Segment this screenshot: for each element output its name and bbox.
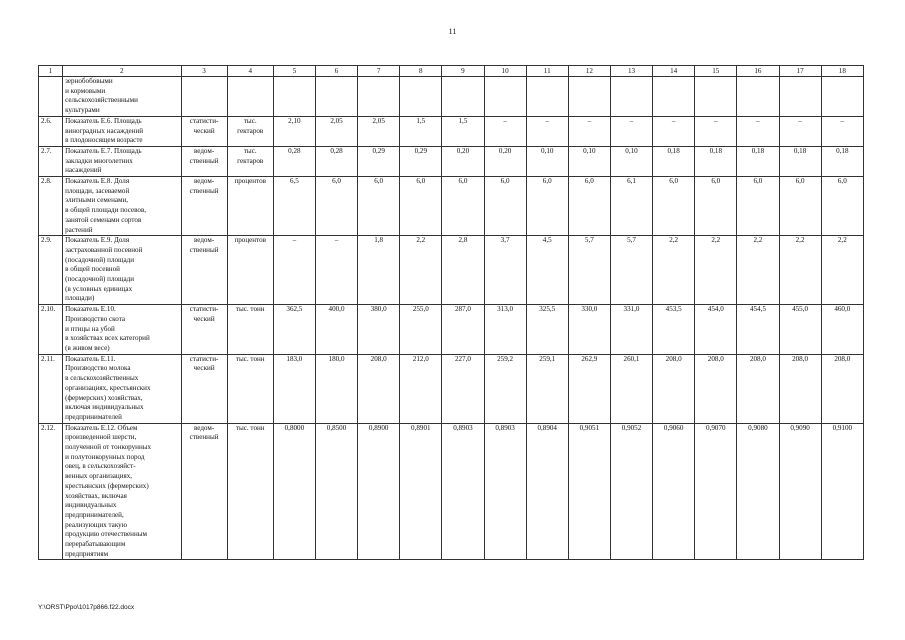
value-cell: 208,0 xyxy=(821,354,863,423)
value-cell: 212,0 xyxy=(400,354,442,423)
source-cell xyxy=(181,305,227,355)
header-cell: 12 xyxy=(568,66,610,77)
header-cell: 6 xyxy=(315,66,357,77)
value-cell: 0,10 xyxy=(610,146,652,176)
value-cell: 0,9070 xyxy=(695,423,737,560)
unit-cell xyxy=(227,236,273,305)
table-row xyxy=(39,77,864,117)
value-cell: 5,7 xyxy=(568,236,610,305)
value-cell: 0,10 xyxy=(526,146,568,176)
unit-cell xyxy=(227,423,273,560)
value-cell: 0,9090 xyxy=(779,423,821,560)
value-cell xyxy=(695,77,737,117)
value-cell: 0,18 xyxy=(653,146,695,176)
value-cell xyxy=(315,77,357,117)
unit-cell-text: тыс. гектаров xyxy=(237,116,264,135)
source-cell xyxy=(181,177,227,236)
unit-cell-text: тыс. тонн xyxy=(235,305,265,314)
unit-cell-text: тыс. гектаров xyxy=(237,146,264,165)
indicator-name-cell xyxy=(63,177,181,236)
source-cell-text: ведом- ственный xyxy=(189,236,219,254)
table-header-row xyxy=(39,66,864,77)
value-cell: – xyxy=(273,236,315,305)
row-number-cell: 2.9. xyxy=(39,236,63,305)
value-cell: 453,5 xyxy=(653,305,695,355)
value-cell: 180,0 xyxy=(315,354,357,423)
value-cell: 460,0 xyxy=(821,305,863,355)
value-cell: 0,9100 xyxy=(821,423,863,560)
header-cell: 2 xyxy=(63,66,181,77)
value-cell: – xyxy=(695,116,737,146)
value-cell: 380,0 xyxy=(358,305,400,355)
indicators-table xyxy=(38,65,864,560)
value-cell: 2,2 xyxy=(779,236,821,305)
source-cell-text: ведом- ственный xyxy=(189,146,219,165)
value-cell: – xyxy=(737,116,779,146)
value-cell: 0,18 xyxy=(821,146,863,176)
value-cell xyxy=(737,77,779,117)
value-cell: 6,0 xyxy=(821,177,863,236)
header-cell: 1 xyxy=(39,66,63,77)
header-cell: 13 xyxy=(610,66,652,77)
value-cell xyxy=(779,77,821,117)
header-cell: 14 xyxy=(653,66,695,77)
value-cell: 208,0 xyxy=(358,354,400,423)
unit-cell xyxy=(227,177,273,236)
value-cell: – xyxy=(779,116,821,146)
source-cell xyxy=(181,146,227,176)
value-cell: 3,7 xyxy=(484,236,526,305)
value-cell: 208,0 xyxy=(653,354,695,423)
source-cell-text: ведом- ственный xyxy=(189,423,219,442)
value-cell: 6,0 xyxy=(484,177,526,236)
indicator-name-cell-text: Показатель Е.9. Доля застрахованной посевной (посадочной) площади в общей посевной (посадочной) площади (в условных единицах площади) xyxy=(65,236,143,303)
value-cell: 454,5 xyxy=(737,305,779,355)
source-cell xyxy=(181,116,227,146)
header-cell: 5 xyxy=(273,66,315,77)
indicator-name-cell-text: зернобобовыми и кормовыми сельскохозяйственными культурами xyxy=(65,77,138,115)
value-cell: – xyxy=(568,116,610,146)
value-cell: 313,0 xyxy=(484,305,526,355)
table-row xyxy=(39,177,864,236)
value-cell xyxy=(610,77,652,117)
source-cell xyxy=(181,77,227,117)
value-cell: 227,0 xyxy=(442,354,484,423)
source-cell xyxy=(181,354,227,423)
indicator-name-cell xyxy=(63,116,181,146)
value-cell: 2,05 xyxy=(315,116,357,146)
value-cell: – xyxy=(653,116,695,146)
value-cell: 2,05 xyxy=(358,116,400,146)
indicator-name-cell-text: Показатель Е.10. Производство скота и птицы на убой в хозяйствах всех категорий (в живом весе) xyxy=(65,305,150,352)
value-cell: 2,2 xyxy=(653,236,695,305)
value-cell xyxy=(821,77,863,117)
value-cell: 0,18 xyxy=(779,146,821,176)
value-cell: 0,9080 xyxy=(737,423,779,560)
value-cell: 183,0 xyxy=(273,354,315,423)
header-cell: 10 xyxy=(484,66,526,77)
source-cell xyxy=(181,236,227,305)
value-cell: – xyxy=(821,116,863,146)
table-row xyxy=(39,354,864,423)
value-cell xyxy=(400,77,442,117)
value-cell: 1,5 xyxy=(442,116,484,146)
value-cell: 0,8000 xyxy=(273,423,315,560)
value-cell xyxy=(653,77,695,117)
header-cell: 17 xyxy=(779,66,821,77)
value-cell xyxy=(442,77,484,117)
indicator-name-cell xyxy=(63,146,181,176)
value-cell: 6,0 xyxy=(568,177,610,236)
value-cell: – xyxy=(315,236,357,305)
unit-cell-text: процентов xyxy=(234,236,266,245)
row-number-cell: 2.7. xyxy=(39,146,63,176)
value-cell: 0,9051 xyxy=(568,423,610,560)
value-cell xyxy=(568,77,610,117)
indicator-name-cell-text: Показатель Е.6. Площадь виноградных насаждений в плодоносящем возрасте xyxy=(65,116,144,145)
value-cell xyxy=(484,77,526,117)
header-cell: 18 xyxy=(821,66,863,77)
value-cell: 259,1 xyxy=(526,354,568,423)
value-cell xyxy=(273,77,315,117)
value-cell: 2,2 xyxy=(695,236,737,305)
value-cell: 255,0 xyxy=(400,305,442,355)
value-cell: 6,5 xyxy=(273,177,315,236)
value-cell: 330,0 xyxy=(568,305,610,355)
value-cell: 6,1 xyxy=(610,177,652,236)
value-cell: 0,29 xyxy=(358,146,400,176)
source-cell-text: статисти- ческий xyxy=(189,305,219,323)
value-cell: 208,0 xyxy=(779,354,821,423)
value-cell: 0,28 xyxy=(273,146,315,176)
value-cell: 455,0 xyxy=(779,305,821,355)
indicator-name-cell xyxy=(63,305,181,355)
value-cell: 208,0 xyxy=(737,354,779,423)
value-cell: 6,0 xyxy=(400,177,442,236)
unit-cell xyxy=(227,354,273,423)
value-cell: 0,8900 xyxy=(358,423,400,560)
value-cell: 0,9052 xyxy=(610,423,652,560)
value-cell xyxy=(526,77,568,117)
value-cell: 1,8 xyxy=(358,236,400,305)
header-cell: 9 xyxy=(442,66,484,77)
source-cell-text: статисти- ческий xyxy=(189,354,219,373)
header-cell: 8 xyxy=(400,66,442,77)
indicator-name-cell-text: Показатель Е.7. Площадь закладки многолетних насаждений xyxy=(65,146,142,175)
unit-cell-text: тыс. тонн xyxy=(235,423,265,432)
row-number-cell: 2.11. xyxy=(39,354,63,423)
indicator-name-cell xyxy=(63,423,181,560)
header-cell: 11 xyxy=(526,66,568,77)
value-cell: 6,0 xyxy=(695,177,737,236)
value-cell: – xyxy=(484,116,526,146)
header-cell: 7 xyxy=(358,66,400,77)
value-cell: 325,5 xyxy=(526,305,568,355)
unit-cell xyxy=(227,77,273,117)
value-cell: 400,0 xyxy=(315,305,357,355)
unit-cell xyxy=(227,305,273,355)
value-cell: 454,0 xyxy=(695,305,737,355)
header-cell: 3 xyxy=(181,66,227,77)
indicator-name-cell-text: Показатель Е.8. Доля площади, засеваемой элитными семенами, в общей площади посевов, занятой семенами сортов растений xyxy=(65,177,147,234)
value-cell: 0,28 xyxy=(315,146,357,176)
value-cell: – xyxy=(526,116,568,146)
row-number-cell: 2.8. xyxy=(39,177,63,236)
value-cell: 0,10 xyxy=(568,146,610,176)
value-cell: 0,8500 xyxy=(315,423,357,560)
value-cell: 0,29 xyxy=(400,146,442,176)
table-row xyxy=(39,423,864,560)
unit-cell-text: тыс. тонн xyxy=(235,354,265,363)
unit-cell-text: процентов xyxy=(234,177,266,186)
table-row xyxy=(39,146,864,176)
row-number-cell: 2.6. xyxy=(39,116,63,146)
value-cell: 6,0 xyxy=(526,177,568,236)
value-cell: 2,2 xyxy=(400,236,442,305)
indicator-name-cell xyxy=(63,354,181,423)
indicator-name-cell xyxy=(63,236,181,305)
value-cell: 2,8 xyxy=(442,236,484,305)
unit-cell xyxy=(227,116,273,146)
value-cell: 0,20 xyxy=(442,146,484,176)
value-cell: 2,2 xyxy=(821,236,863,305)
source-cell xyxy=(181,423,227,560)
value-cell: 0,8903 xyxy=(484,423,526,560)
table-row xyxy=(39,236,864,305)
value-cell: 6,0 xyxy=(358,177,400,236)
value-cell: 0,8903 xyxy=(442,423,484,560)
value-cell: 262,9 xyxy=(568,354,610,423)
value-cell: 4,5 xyxy=(526,236,568,305)
header-cell: 4 xyxy=(227,66,273,77)
value-cell: 0,18 xyxy=(695,146,737,176)
value-cell: 6,0 xyxy=(442,177,484,236)
table-body xyxy=(39,66,864,560)
value-cell: 0,18 xyxy=(737,146,779,176)
indicator-name-cell xyxy=(63,77,181,117)
table-row xyxy=(39,116,864,146)
header-cell: 16 xyxy=(737,66,779,77)
value-cell: 6,0 xyxy=(653,177,695,236)
source-cell-text: ведом- ственный xyxy=(189,177,219,195)
value-cell: 331,0 xyxy=(610,305,652,355)
value-cell: 6,0 xyxy=(737,177,779,236)
value-cell: 0,20 xyxy=(484,146,526,176)
value-cell: 0,9060 xyxy=(653,423,695,560)
value-cell: 2,10 xyxy=(273,116,315,146)
value-cell: 6,0 xyxy=(315,177,357,236)
value-cell: 362,5 xyxy=(273,305,315,355)
value-cell: – xyxy=(610,116,652,146)
page-number: 11 xyxy=(448,27,457,36)
value-cell: 287,0 xyxy=(442,305,484,355)
header-cell: 15 xyxy=(695,66,737,77)
value-cell: 260,1 xyxy=(610,354,652,423)
value-cell: 0,8901 xyxy=(400,423,442,560)
indicator-name-cell-text: Показатель Е.12. Объем произведенной шерсти, полученной от тонкорунных и полутонкорунных пород овец, в сельскохозяйст- венных организациях, крестьянских (фермерских) хозяйствах, включая индивидуальных предпринимателей, реализующих такую продукцию отечественным перерабатывающим предприятиям xyxy=(65,423,152,558)
value-cell: 208,0 xyxy=(695,354,737,423)
row-number-cell: 2.12. xyxy=(39,423,63,560)
unit-cell xyxy=(227,146,273,176)
row-number-cell xyxy=(39,77,63,117)
value-cell: 5,7 xyxy=(610,236,652,305)
source-cell-text: статисти- ческий xyxy=(189,116,219,135)
indicator-name-cell-text: Показатель Е.11. Производство молока в сельскохозяйственных организациях, крестьянских (фермерских) хозяйствах, включая индивидуальных предпринимателей xyxy=(65,354,151,421)
value-cell: 259,2 xyxy=(484,354,526,423)
value-cell: 0,8904 xyxy=(526,423,568,560)
file-path-footer: Y:\ORST\Ppo\1017p866.f22.docx xyxy=(38,604,135,611)
row-number-cell: 2.10. xyxy=(39,305,63,355)
value-cell: 2,2 xyxy=(737,236,779,305)
value-cell xyxy=(358,77,400,117)
value-cell: 6,0 xyxy=(779,177,821,236)
table-row xyxy=(39,305,864,355)
value-cell: 1,5 xyxy=(400,116,442,146)
